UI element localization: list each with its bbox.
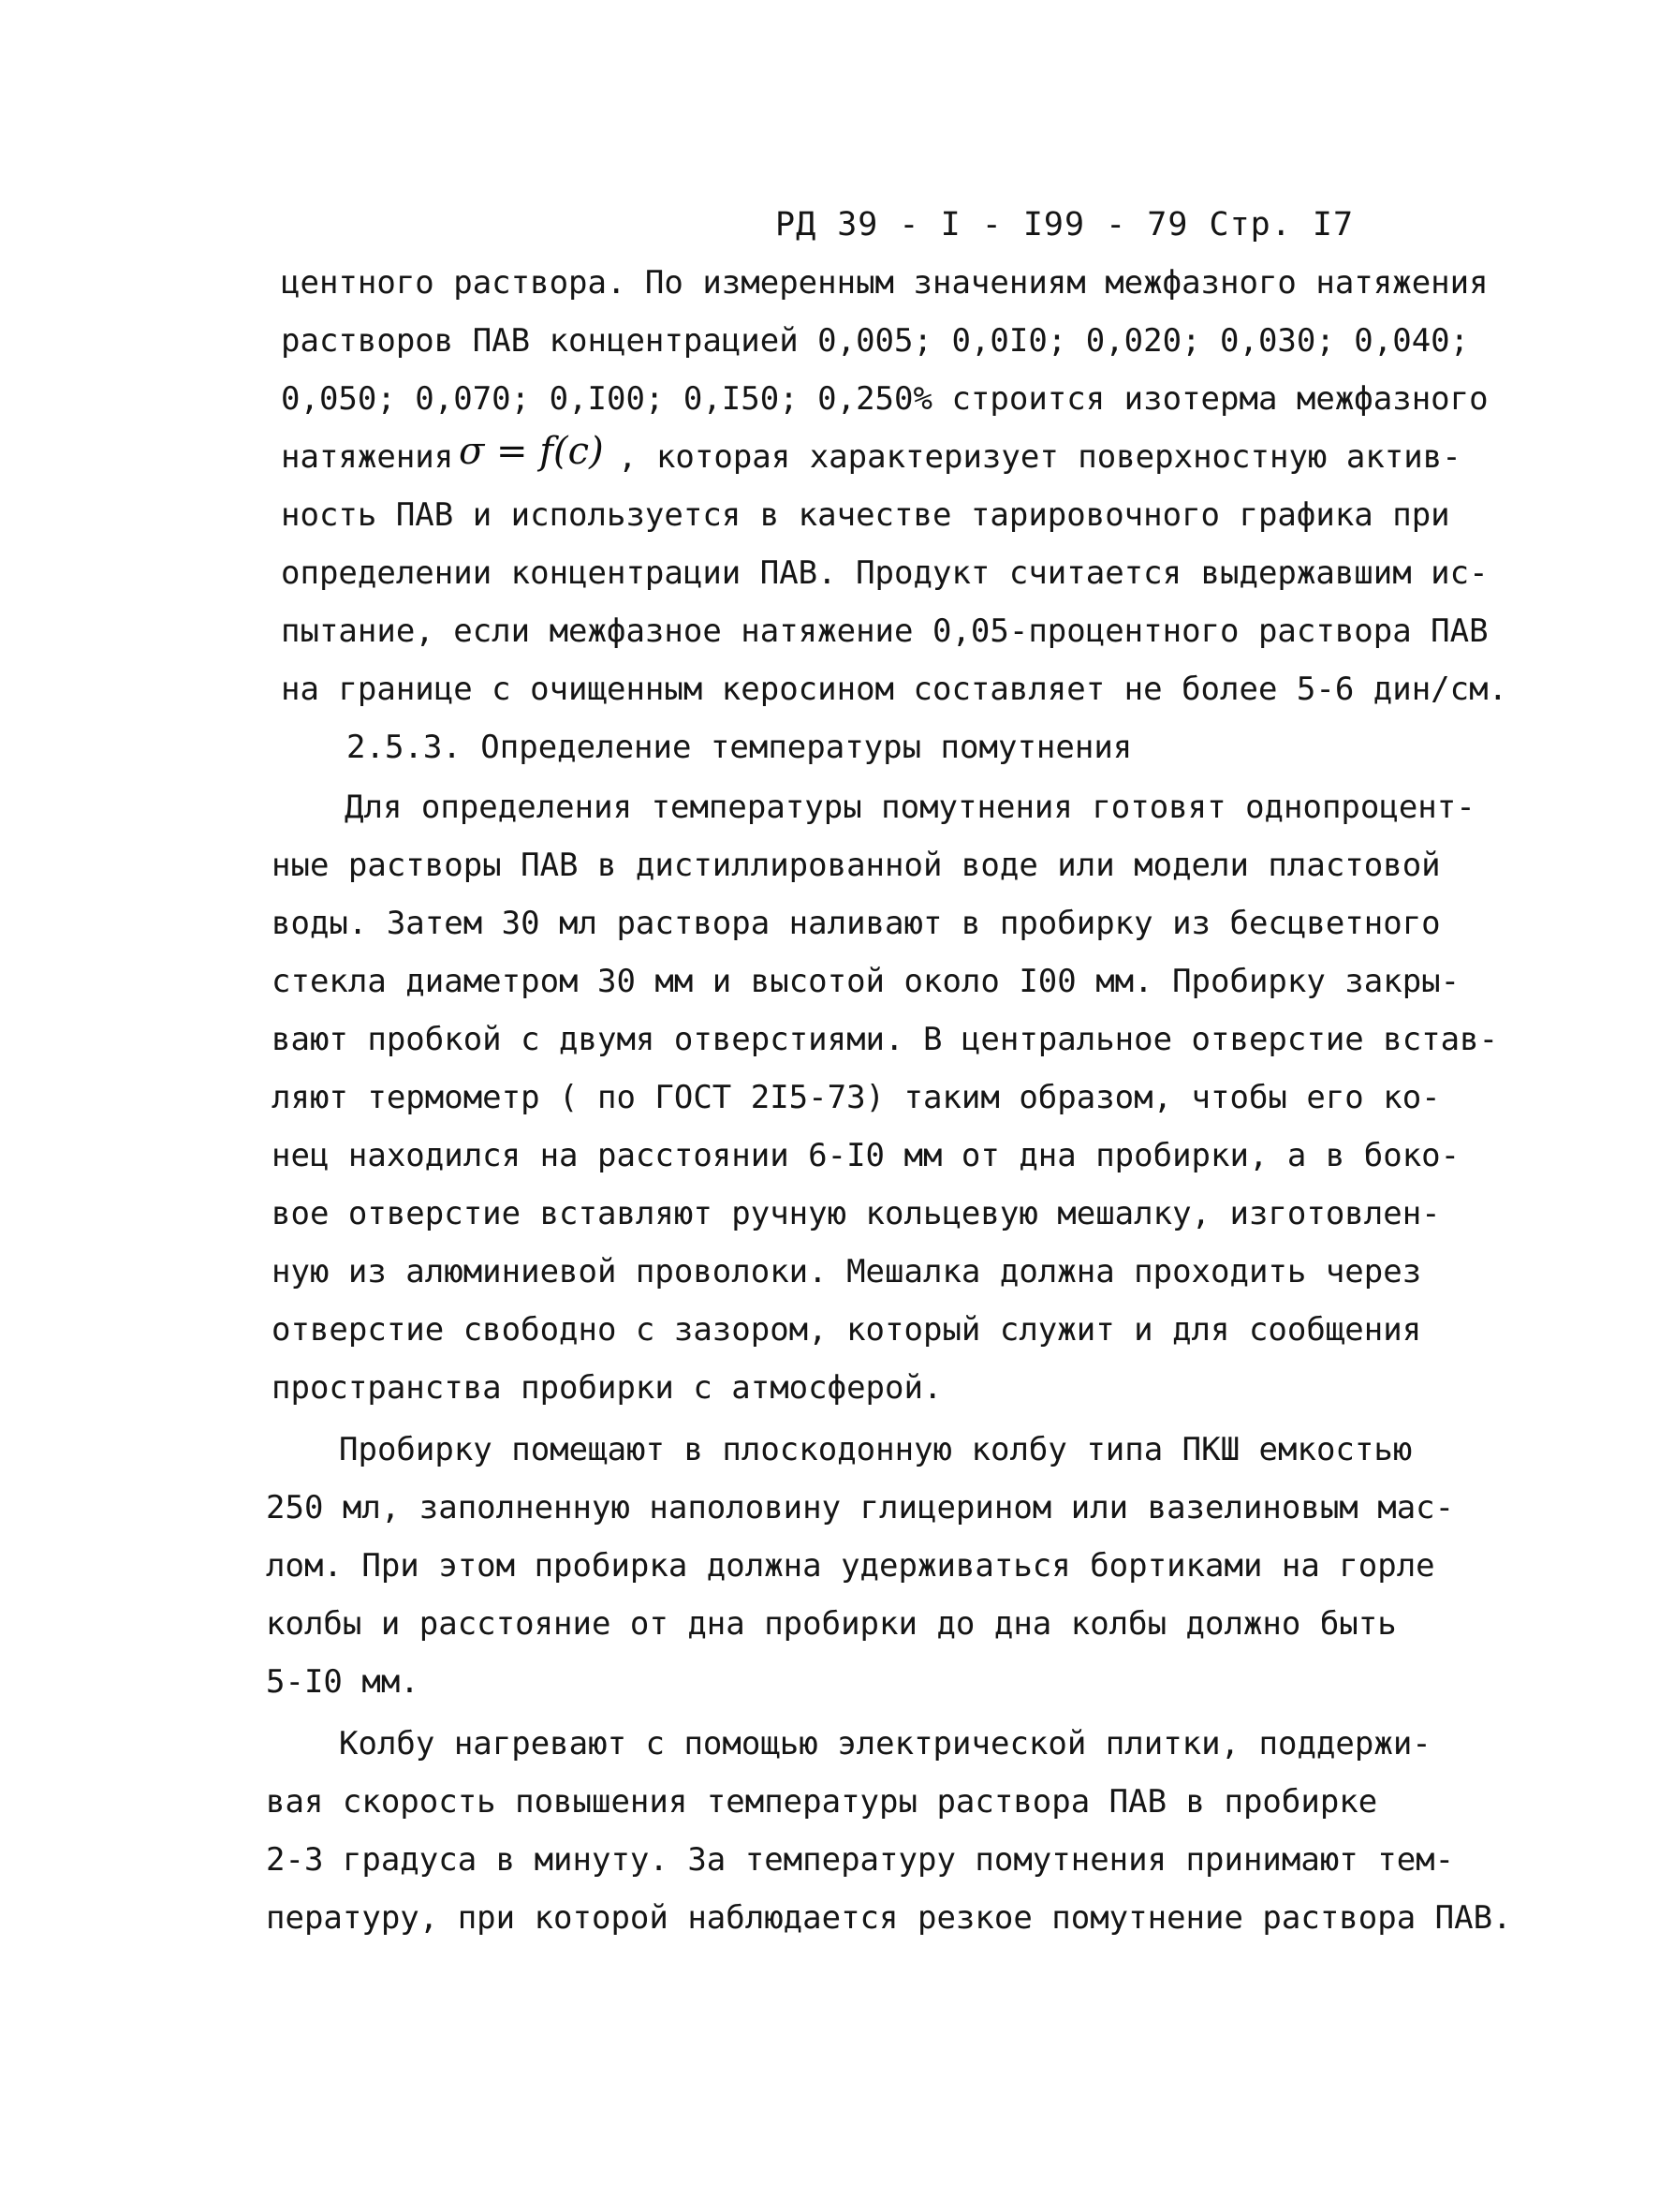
text-line: Пробирку помещают в плоскодонную колбу типа ПКШ емкостью: [339, 1431, 1413, 1468]
formula: σ = f(c): [459, 430, 604, 473]
text-line: 5-I0 мм.: [266, 1663, 419, 1701]
text-line: отверстие свободно с зазором, который служит и для сообщения: [272, 1311, 1422, 1349]
text-line: пространства пробирки с атмосферой.: [272, 1369, 943, 1407]
text-line: центного раствора. По измеренным значениям межфазного натяжения: [281, 264, 1489, 302]
text-line: воды. Затем 30 мл раствора наливают в пробирку из бесцветного: [272, 905, 1441, 942]
text-line: Колбу нагревают с помощью электрической плитки, поддержи-: [339, 1725, 1431, 1762]
text-line: , которая характеризует поверхностную актив-: [618, 438, 1461, 476]
text-line: пытание, если межфазное натяжение 0,05-процентного раствора ПАВ: [281, 612, 1489, 650]
text-line: определении концентрации ПАВ. Продукт считается выдержавшим ис-: [281, 554, 1489, 592]
text-line: 250 мл, заполненную наполовину глицерином или вазелиновым мас-: [266, 1489, 1455, 1526]
text-line: на границе с очищенным керосином составляет не более 5-6 дин/см.: [281, 671, 1508, 708]
text-line: ные растворы ПАВ в дистиллированной воде или модели пластовой: [272, 847, 1441, 884]
page-header: РД 39 - I - I99 - 79 Стр. I7: [775, 206, 1355, 243]
section-heading: 2.5.3. Определение температуры помутнения: [346, 729, 1133, 766]
text-line: стекла диаметром 30 мм и высотой около I00 мм. Пробирку закры-: [272, 963, 1461, 1000]
text-line: растворов ПАВ концентрацией 0,005; 0,0I0; 0,020; 0,030; 0,040;: [281, 322, 1470, 360]
text-line: вое отверстие вставляют ручную кольцевую мешалку, изготовлен-: [272, 1195, 1441, 1232]
text-line: ность ПАВ и используется в качестве тарировочного графика при: [281, 496, 1450, 534]
text-line: ляют термометр ( по ГОСТ 2I5-73) таким образом, чтобы его ко-: [272, 1079, 1441, 1116]
text-line: Для определения температуры помутнения готовят однопроцент-: [345, 789, 1475, 826]
text-line: нец находился на расстоянии 6-I0 мм от дна пробирки, а в боко-: [272, 1137, 1461, 1174]
text-line: вая скорость повышения температуры раствора ПАВ в пробирке: [266, 1783, 1378, 1821]
text-line: ную из алюминиевой проволоки. Мешалка должна проходить через: [272, 1253, 1422, 1290]
text-line: 2-3 градуса в минуту. За температуру помутнения принимают тем-: [266, 1841, 1455, 1879]
text-line: 0,050; 0,070; 0,I00; 0,I50; 0,250% строится изотерма межфазного: [281, 380, 1489, 418]
text-line: пературу, при которой наблюдается резкое помутнение раствора ПАВ.: [266, 1899, 1512, 1937]
text-line: лом. При этом пробирка должна удерживаться бортиками на горле: [266, 1547, 1435, 1585]
text-line: колбы и расстояние от дна пробирки до дна колбы должно быть: [266, 1605, 1397, 1643]
text-line: натяжения: [281, 438, 454, 476]
text-line: вают пробкой с двумя отверстиями. В центральное отверстие встав-: [272, 1021, 1499, 1058]
